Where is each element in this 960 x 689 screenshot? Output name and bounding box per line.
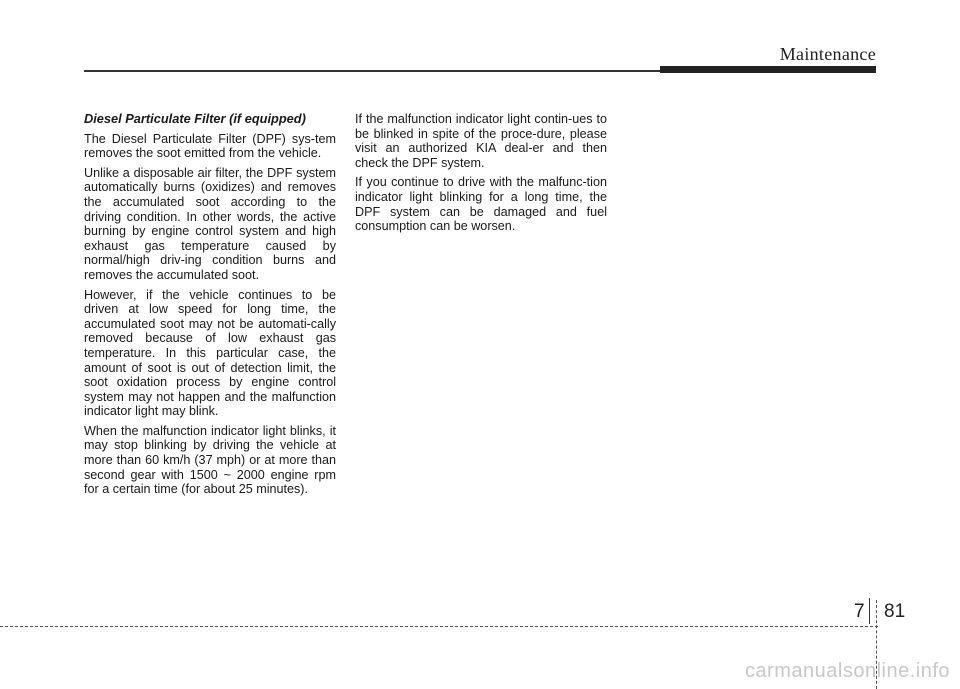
footer-dashed-rule	[0, 626, 878, 627]
left-column	[84, 112, 336, 502]
header-rule-thin	[84, 70, 662, 72]
page-number: 81	[884, 601, 906, 622]
chapter-number: 7	[854, 601, 865, 622]
right-column	[355, 112, 607, 239]
section-title: Maintenance	[779, 44, 876, 64]
header-rule-thick	[660, 66, 876, 73]
paragraph-dpf-intro: The Diesel Particulate Filter (DPF) sys-tem removes the soot emitted from the vehicle.	[84, 131, 336, 161]
paragraph-visit-dealer: If the malfunction indicator light contin-ues to be blinked in spite of the proce-dure, please visit an authorized KIA deal-er and then check the DPF system.	[355, 112, 607, 170]
page-number-divider	[869, 598, 870, 624]
paragraph-indicator-blinks: When the malfunction indicator light blinks, it may stop blinking by driving the vehicle at more than 60 km/h (37 mph) or at more than second gear with 1500 ~ 2000 engine rpm for a certain time (for about 25 minutes).	[84, 423, 336, 497]
watermark: carmanualsonline.info	[744, 660, 950, 682]
paragraph-dpf-burning: Unlike a disposable air filter, the DPF system automatically burns (oxidizes) and removes the accumulated soot according to the driving condition. In other words, the active burning by engine control system and high exhaust gas temperature caused by normal/high driv-ing condition burns and removes the accumulated soot.	[84, 165, 336, 282]
paragraph-damage-warning: If you continue to drive with the malfunc-tion indicator light blinking for a long time, the DPF system can be damaged and fuel consumption can be worsen.	[355, 175, 607, 234]
section-heading: Diesel Particulate Filter (if equipped)	[84, 111, 306, 126]
paragraph-low-speed: However, if the vehicle continues to be driven at low speed for long time, the accumulated soot may not be automati-cally removed because of low exhaust gas temperature. In this particular case, the amount of soot is out of detection limit, the soot oxidation process by engine control system may not happen and the malfunction indicator light may blink.	[84, 287, 336, 419]
